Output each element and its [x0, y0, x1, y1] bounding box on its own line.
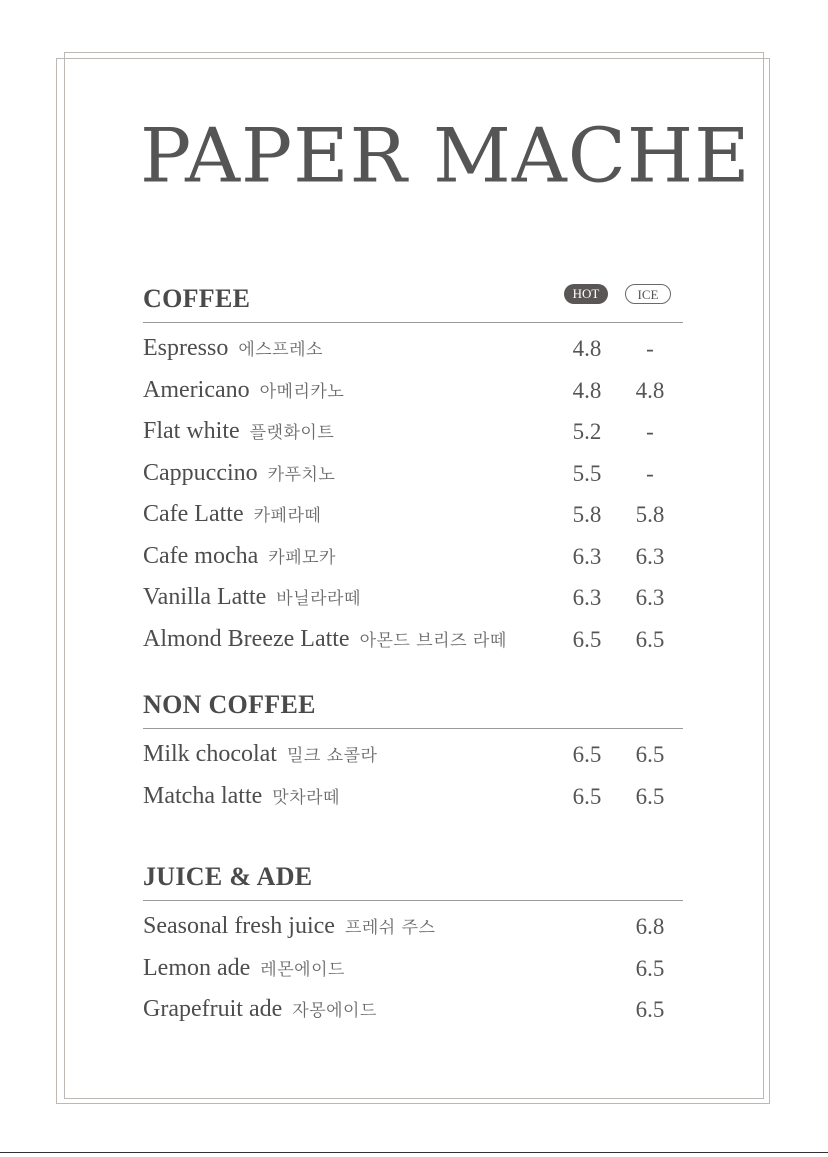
menu-item [143, 735, 683, 777]
item-name-ko: 카푸치노 [267, 464, 336, 485]
menu-item [143, 537, 683, 579]
item-name-ko: 아메리카노 [259, 381, 345, 402]
menu-item [143, 949, 683, 991]
item-name: Milk chocolat 밀크 쇼콜라 [143, 741, 378, 767]
section-title: NON COFFEE [143, 690, 316, 719]
item-name-ko: 에스프레소 [238, 340, 323, 360]
menu-item [143, 454, 683, 496]
item-name: Espresso 에스프레소 [143, 335, 323, 361]
section-coffee [143, 284, 683, 661]
menu-item [143, 371, 683, 413]
item-name-ko: 밀크 쇼콜라 [286, 746, 378, 766]
price-hot: 5.5 [572, 460, 602, 486]
price-ice: 6.5 [635, 955, 665, 981]
menu-item [143, 907, 683, 949]
price-ice: 4.8 [635, 377, 665, 403]
section-juice-ade [143, 862, 683, 1032]
price-ice: - [646, 460, 654, 486]
price-hot: 4.8 [572, 336, 602, 361]
item-name: Grapefruit ade 자몽에이드 [143, 996, 377, 1022]
item-name-ko: 바닐라라떼 [276, 589, 361, 609]
price-ice: 6.5 [635, 626, 665, 652]
item-name-ko: 카페라떼 [253, 506, 322, 526]
item-name: Lemon ade 레몬에이드 [143, 954, 345, 981]
price-ice: 6.3 [635, 543, 665, 569]
price-ice: 6.5 [635, 997, 665, 1022]
price-ice: - [646, 419, 654, 444]
item-name-ko: 아몬드 브리즈 라떼 [359, 630, 507, 651]
price-hot: 6.5 [572, 626, 602, 652]
menu-item [143, 620, 683, 662]
price-ice: 6.8 [635, 914, 665, 939]
bottom-divider [0, 1152, 828, 1153]
section-title: COFFEE [143, 284, 251, 313]
section-header [143, 690, 683, 729]
item-name: Flat white 플랫화이트 [143, 418, 335, 444]
section-title: JUICE & ADE [143, 862, 313, 891]
price-ice: 6.5 [635, 742, 665, 767]
item-name: Seasonal fresh juice 프레쉬 주스 [143, 913, 436, 939]
price-ice: - [646, 336, 654, 361]
item-name: Cafe mocha 카페모카 [143, 542, 336, 569]
menu-item [143, 495, 683, 537]
menu-item [143, 578, 683, 620]
price-hot: 6.3 [572, 585, 602, 610]
price-hot: 4.8 [572, 377, 602, 403]
menu-item [143, 329, 683, 371]
item-name-ko: 플랫화이트 [249, 423, 335, 443]
item-name-ko: 레몬에이드 [260, 959, 345, 980]
price-hot: 6.5 [572, 783, 602, 809]
price-ice: 5.8 [635, 502, 665, 527]
price-hot: 5.8 [572, 502, 602, 527]
price-hot: 6.5 [572, 742, 602, 767]
item-name: Almond Breeze Latte 아몬드 브리즈 라떼 [143, 625, 507, 652]
item-name-ko: 카페모카 [268, 547, 336, 568]
section-header [143, 284, 683, 323]
ice-badge: ICE [625, 284, 671, 304]
brand-title: PAPER MACHE [140, 111, 751, 200]
section-header [143, 862, 683, 901]
section-non-coffee [143, 690, 683, 818]
item-name: Cafe Latte 카페라떼 [143, 501, 322, 527]
price-ice: 6.5 [635, 783, 665, 809]
item-name: Vanilla Latte 바닐라라떼 [143, 584, 361, 610]
item-name: Matcha latte 맛차라떼 [143, 782, 340, 809]
menu-item [143, 777, 683, 819]
hot-badge: HOT [564, 284, 608, 304]
price-ice: 6.3 [635, 585, 665, 610]
item-name: Cappuccino 카푸치노 [143, 459, 336, 486]
menu-item [143, 990, 683, 1032]
price-hot: 5.2 [572, 419, 602, 444]
menu-item [143, 412, 683, 454]
item-name-ko: 맛차라떼 [272, 787, 340, 808]
item-name-ko: 자몽에이드 [292, 1001, 377, 1021]
item-name-ko: 프레쉬 주스 [344, 918, 436, 938]
item-name: Americano 아메리카노 [143, 376, 345, 403]
price-hot: 6.3 [572, 543, 602, 569]
